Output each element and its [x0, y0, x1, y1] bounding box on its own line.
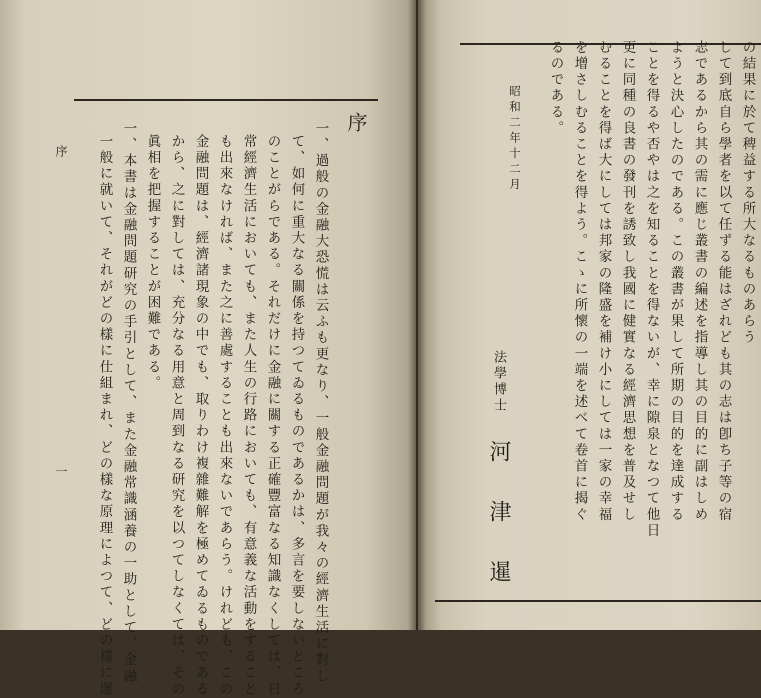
left-text-column-8: 眞相を把握することが困難である。 [144, 134, 161, 392]
right-text-column-2: して到底自ら學者を以て任ずる能はざれども其の志は卽ち子等の宿 [715, 40, 732, 523]
left-text-column-6: 金融問題は、經濟諸現象の中でも、取りわけ複雜難解を極めてゐるものである [192, 134, 209, 698]
left-text-column-10: 一般に就いて、それがどの樣に仕組まれ、どの樣な原理によつて、どの樣に運 [96, 134, 113, 698]
right-text-column-5: ことを得るや否やは之を知ることを得ないが、幸に隙泉となつて他日 [643, 40, 660, 540]
page-number: 一 [54, 465, 68, 477]
left-text-column-9: 一、本書は金融問題研究の手引として、また金融常識涵養の一助として、金融 [120, 121, 137, 685]
left-text-column-2: て、如何に重大なる關係を持つてゐるものであるかは、多言を要しないところ [288, 134, 305, 698]
left-text-column-7: から、之に對しては、充分なる用意と周到なる研究を以つてしなくては、その [168, 134, 185, 698]
right-text-column-6: 更に同種の良書の發刊を誘致し我國に健實なる經濟思想を普及せし [619, 40, 636, 523]
left-page-header-rule [74, 99, 378, 101]
left-text-column-3: のことがらである。それだけに金融に關する正確豐富なる知識なくしては、日 [264, 134, 281, 698]
running-header-folio: 序 [54, 145, 68, 163]
author-title: 法學博士 [491, 350, 506, 414]
right-page [418, 0, 761, 630]
preface-date: 昭和二年十二月 [508, 85, 522, 194]
right-text-column-8: を增さしむることを得よう。こゝに所懷の一端を述べて卷首に揭ぐ [571, 40, 588, 523]
preface-heading: 序 [344, 112, 368, 136]
left-text-column-5: も出來なければ、また之に善處することも出來ないであらう。けれども、この [216, 134, 233, 698]
book-gutter [408, 0, 426, 630]
right-text-column-1: の結果に於て稗益する所大なるものあらう [739, 40, 756, 346]
right-text-column-9: るのである。 [547, 40, 564, 137]
right-text-column-3: 志であるから其の需に應じ叢書の編述を指導し其の目的に副はしめ [691, 40, 708, 523]
author-name: 河津暹 [486, 440, 511, 620]
left-text-column-1: 一、過般の金融大恐慌は云ふも更なり、一般金融問題が我々の經濟生活に對し [312, 121, 329, 685]
right-text-column-4: ようと決心したのである。この叢書が果して所期の目的を達成する [667, 40, 684, 523]
left-text-column-4: 常經濟生活においても、また人生の行路においても、有意義な活動をすること [240, 134, 257, 698]
right-text-column-7: むることを得ば大にしては邦家の隆盛を補け小にしては一家の幸福 [595, 40, 612, 523]
